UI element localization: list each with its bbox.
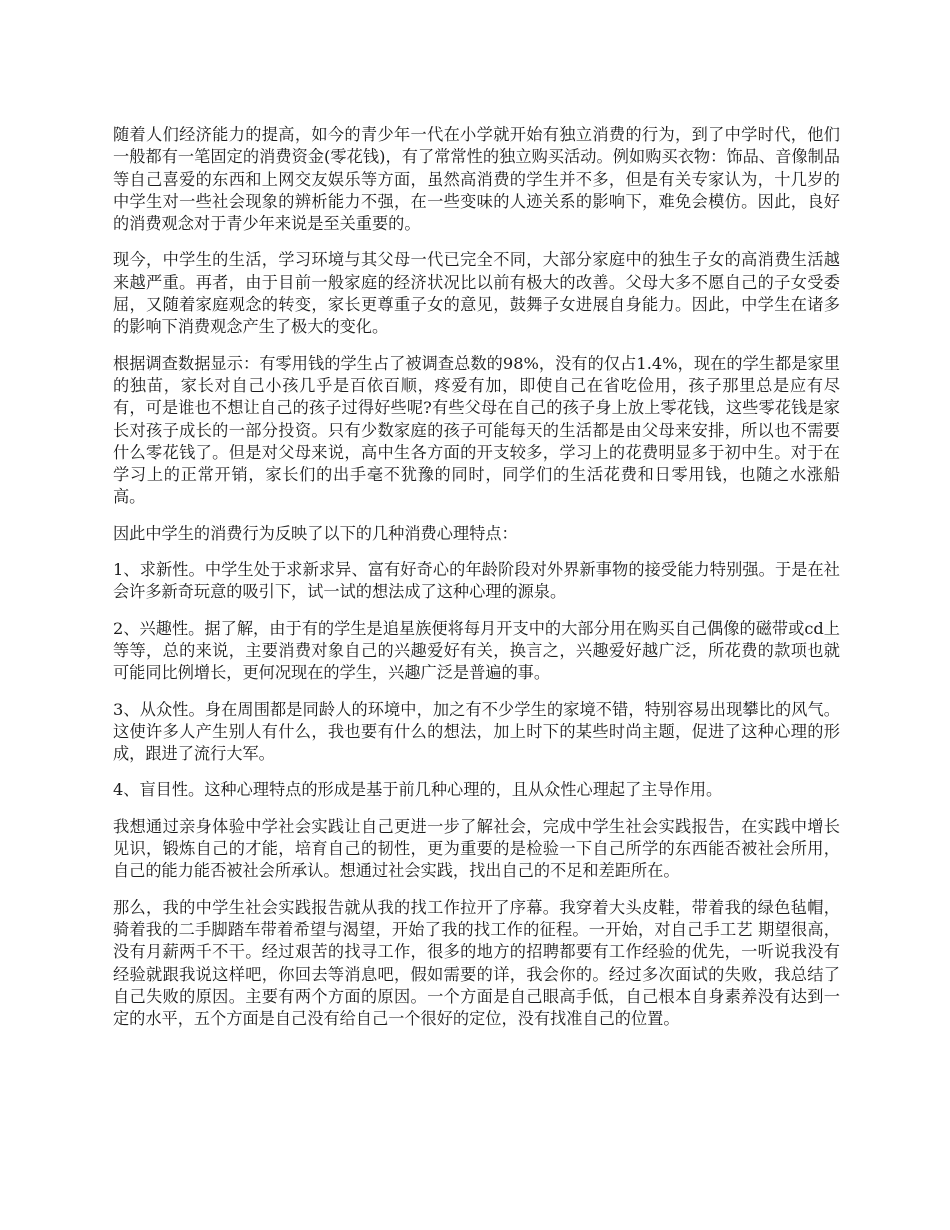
paragraph-job-search: 那么，我的中学生社会实践报告就从我的找工作拉开了序幕。我穿着大头皮鞋，带着我的绿色毡帽，骑着我的二手脚踏车带着希望与渴望，开始了我的找工作的征程。一开始，对自己手工艺 期望很高，没有月薪两千不干。经过艰苦的找寻工作，很多的地方的招聘都要有工作经验的优先，一听说我没有经验就跟我说这样吧，你回去等消息吧，假如需要的详，我会你的。经过多次面试的失败，我总结了自己失败的原因。主要有两个方面的原因。一个方面是自己眼高手低，自己根本自身素养没有达到一定的水平，五个方面是自己没有给自己一个很好的定位，没有找准自己的位置。 xyxy=(113,897,840,1029)
paragraph-trait-conformity: 3、从众性。身在周围都是同龄人的环境中，加之有不少学生的家境不错，特别容易出现攀比的风气。这使许多人产生别人有什么，我也要有什么的想法，加上时下的某些时尚主题，促进了这种心理的形成，跟进了流行大军。 xyxy=(113,699,840,764)
paragraph-intro: 随着人们经济能力的提高，如今的青少年一代在小学就开始有独立消费的行为，到了中学时代，他们一般都有一笔固定的消费资金(零花钱)，有了常常性的独立购买活动。例如购买衣物：饰品、音像制品等自己喜爱的东西和上网交友娱乐等方面，虽然高消费的学生并不多，但是有关专家认为，十几岁的中学生对一些社会现象的辨析能力不强，在一些变味的人迹关系的影响下，难免会模仿。因此，良好的消费观念对于青少年来说是至关重要的。 xyxy=(113,125,840,234)
paragraph-trait-blindness: 4、盲目性。这种心理特点的形成是基于前几种心理的，且从众性心理起了主导作用。 xyxy=(113,780,723,800)
paragraph-practice-goal: 我想通过亲身体验中学社会实践让自己更进一步了解社会，完成中学生社会实践报告，在实践中增长见识，锻炼自己的才能，培育自己的韧性，更为重要的是检验一下自己所学的东西能否被社会所用，自己的能力能否被社会所承认。想通过社会实践，找出自己的不足和差距所在。 xyxy=(113,816,840,881)
paragraph-survey-data: 根据调查数据显示：有零用钱的学生占了被调查总数的98%，没有的仅占1.4%，现在的学生都是家里的独苗，家长对自己小孩几乎是百依百顺，疼爱有加，即使自己在省吃俭用，孩子那里总是应有尽有，可是谁也不想让自己的孩子过得好些呢?有些父母在自己的孩子身上放上零花钱，这些零花钱是家长对孩子成长的一部分投资。只有少数家庭的孩子可能每天的生活都是由父母来安排，所以也不需要什么零花钱了。但是对父母来说，高中生各方面的开支较多，学习上的花费明显多于初中生。对于在学习上的正常开销，家长们的出手毫不犹豫的同时，同学们的生活花费和日零用钱，也随之水涨船高。 xyxy=(113,353,840,507)
paragraph-background: 现今，中学生的生活，学习环境与其父母一代已完全不同，大部分家庭中的独生子女的高消费生活越来越严重。再者，由于目前一般家庭的经济状况比以前有极大的改善。父母大多不愿自己的子女受委屈，又随着家庭观念的转变，家长更尊重子女的意见，鼓舞子女进展自身能力。因此，中学生在诸多的影响下消费观念产生了极大的变化。 xyxy=(113,250,840,337)
paragraph-trait-novelty: 1、求新性。中学生处于求新求异、富有好奇心的年龄阶段对外界新事物的接受能力特别强。于是在社会许多新奇玩意的吸引下，试一试的想法成了这种心理的源泉。 xyxy=(113,560,840,602)
paragraph-trait-interest: 2、兴趣性。据了解，由于有的学生是追星族便将每月开支中的大部分用在购买自己偶像的磁带或cd上等等，总的来说，主要消费对象自己的兴趣爱好有关，换言之，兴趣爱好越广泛，所花费的款项也就可能同比例增长，更何况现在的学生，兴趣广泛是普遍的事。 xyxy=(113,618,840,683)
document-page xyxy=(113,124,840,1044)
paragraph-traits-intro: 因此中学生的消费行为反映了以下的几种消费心理特点： xyxy=(113,523,518,543)
